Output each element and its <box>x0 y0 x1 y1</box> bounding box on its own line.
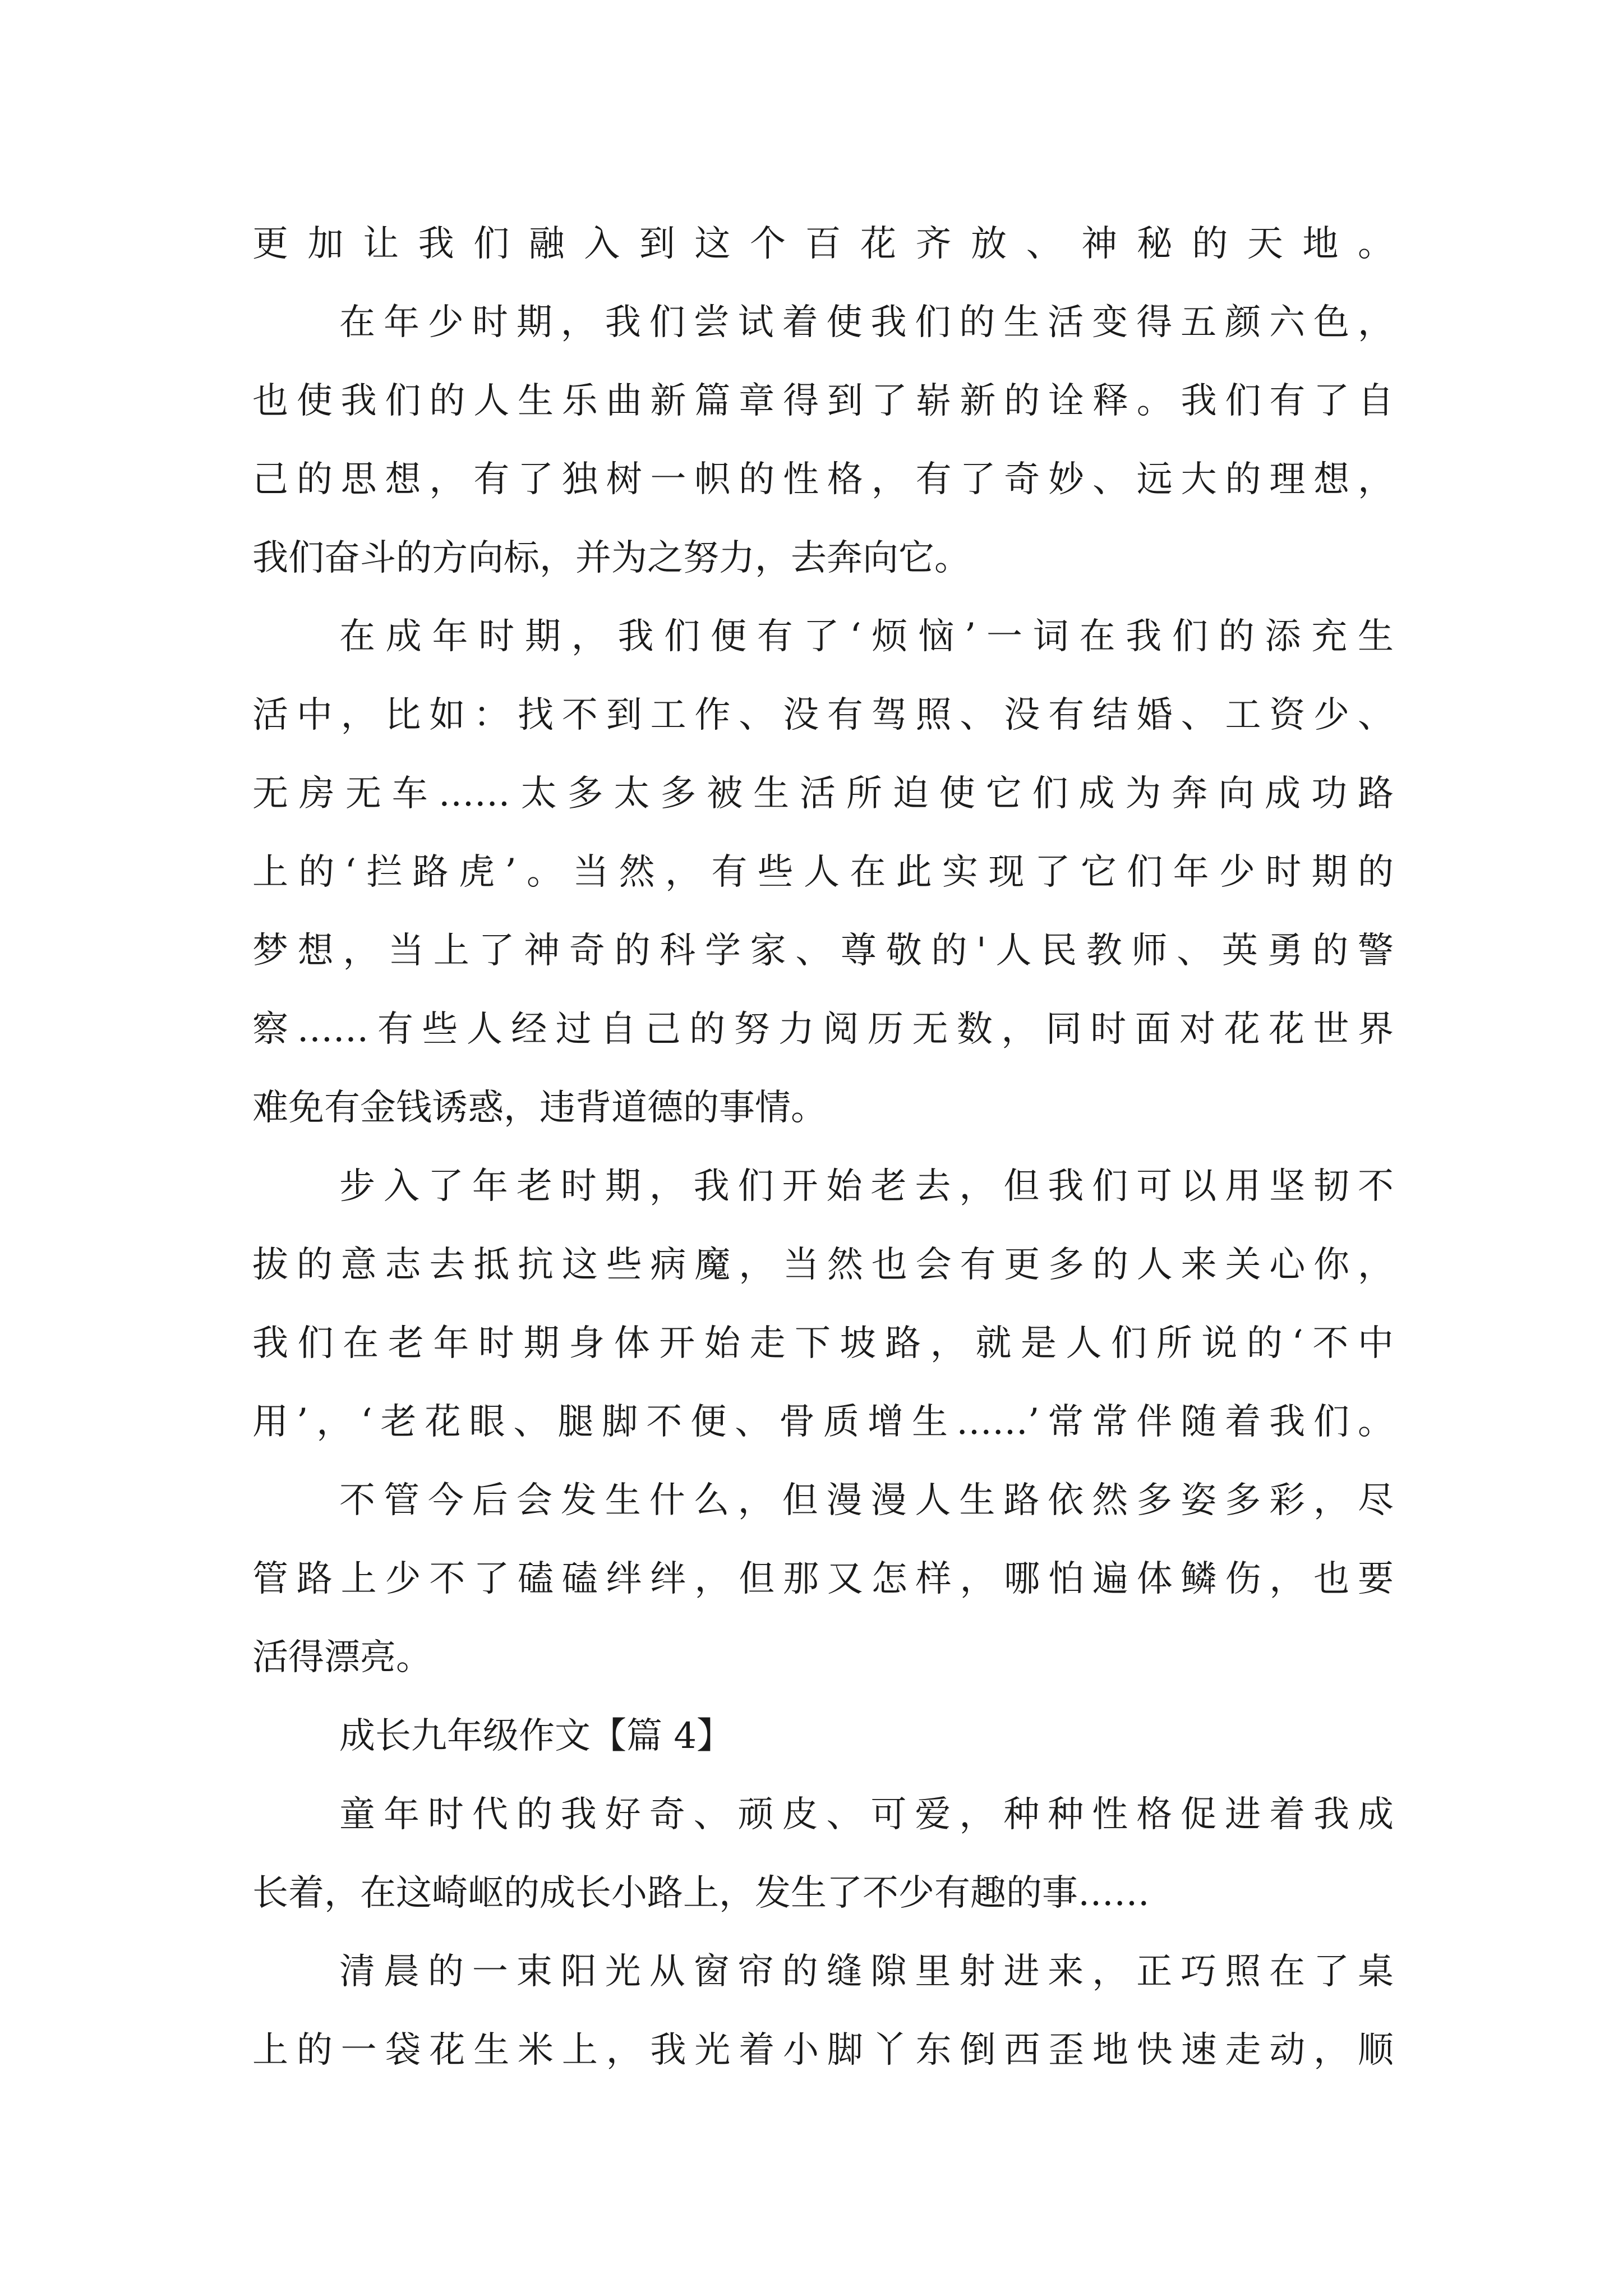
text-line: 管路上少不了磕磕绊绊，但那又怎样，哪怕遍体鳞伤，也要 <box>252 1558 1394 1600</box>
text-line: 察……有些人经过自己的努力阅历无数，同时面对花花世界 <box>252 1009 1394 1050</box>
text-line: 难免有金钱诱惑，违背道德的事情。 <box>252 1087 827 1129</box>
text-line: 无房无车……太多太多被生活所迫使它们成为奔向成功路 <box>252 773 1394 815</box>
text-line: 拔的意志去抵抗这些病魔，当然也会有更多的人来关心你， <box>252 1244 1394 1286</box>
text-line: 长着，在这崎岖的成长小路上，发生了不少有趣的事…… <box>252 1872 1150 1914</box>
text-line: 梦想，当上了神奇的科学家、尊敬的'人民教师、英勇的警 <box>252 930 1394 972</box>
text-line: 用’，‘老花眼、腿脚不便、骨质增生……’常常伴随着我们。 <box>252 1401 1394 1443</box>
text-line: 我们奋斗的方向标，并为之努力，去奔向它。 <box>252 537 970 579</box>
text-line: 在成年时期，我们便有了‘烦恼’一词在我们的添充生 <box>339 616 1394 657</box>
text-line: 童年时代的我好奇、顽皮、可爱，种种性格促进着我成 <box>339 1794 1394 1835</box>
text-line: 不管今后会发生什么，但漫漫人生路依然多姿多彩，尽 <box>339 1480 1394 1521</box>
text-line: 在年少时期，我们尝试着使我们的生活变得五颜六色， <box>339 302 1394 343</box>
text-line: 我们在老年时期身体开始走下坡路，就是人们所说的‘不中 <box>252 1323 1394 1364</box>
section-heading: 成长九年级作文【篇 4】 <box>339 1715 733 1757</box>
text-line: 活得漂亮。 <box>252 1637 432 1678</box>
text-line: 上的一袋花生米上，我光着小脚丫东倒西歪地快速走动，顺 <box>252 2030 1394 2071</box>
text-line: 清晨的一束阳光从窗帘的缝隙里射进来，正巧照在了桌 <box>339 1951 1394 1993</box>
text-line: 己的思想，有了独树一帜的性格，有了奇妙、远大的理想， <box>252 459 1394 500</box>
text-line: 步入了年老时期，我们开始老去，但我们可以用坚韧不 <box>339 1166 1394 1207</box>
text-line: 上的‘拦路虎’。当然，有些人在此实现了它们年少时期的 <box>252 852 1394 893</box>
text-line: 也使我们的人生乐曲新篇章得到了崭新的诠释。我们有了自 <box>252 380 1394 422</box>
text-line: 更加让我们融入到这个百花齐放、神秘的天地。 <box>252 223 1394 265</box>
text-line: 活中，比如：找不到工作、没有驾照、没有结婚、工资少、 <box>252 694 1394 736</box>
